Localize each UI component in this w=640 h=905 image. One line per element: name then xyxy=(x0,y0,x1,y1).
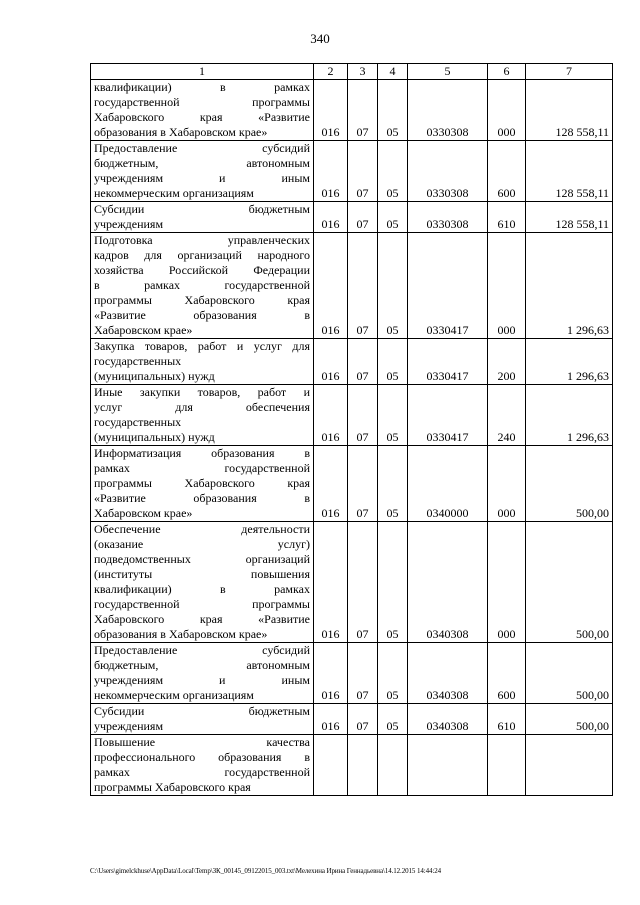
description-line: Закупка товаров, работ и услуг для xyxy=(94,339,310,353)
row-description xyxy=(91,233,314,339)
expense-type-code: 610 xyxy=(488,704,526,735)
description-line: учреждениям xyxy=(94,719,164,733)
table-row xyxy=(91,339,613,385)
table-body xyxy=(91,80,613,796)
description-line: Информатизация образования в xyxy=(94,446,310,460)
description-line: некоммерческим организациям xyxy=(94,688,254,702)
expense-type-code: 600 xyxy=(488,643,526,704)
section-code: 07 xyxy=(348,80,378,141)
expense-type-code: 000 xyxy=(488,233,526,339)
amount-value xyxy=(526,735,613,796)
column-header-6: 6 xyxy=(488,64,526,80)
expense-type-code: 200 xyxy=(488,339,526,385)
column-header-1: 1 xyxy=(91,64,314,80)
description-line: (муниципальных) нужд xyxy=(94,369,215,383)
description-line: «Развитие образования в xyxy=(94,308,310,322)
section-code: 07 xyxy=(348,522,378,643)
description-line: программы Хабаровского края xyxy=(94,476,310,490)
ministry-code: 016 xyxy=(314,202,348,233)
column-header-4: 4 xyxy=(378,64,408,80)
section-code: 07 xyxy=(348,202,378,233)
description-line: хозяйства Российской Федерации xyxy=(94,263,310,277)
row-description xyxy=(91,385,314,446)
column-header-5: 5 xyxy=(408,64,488,80)
ministry-code xyxy=(314,735,348,796)
target-article-code: 0340000 xyxy=(408,446,488,522)
description-line: в рамках государственной xyxy=(94,278,310,292)
description-line: некоммерческим организациям xyxy=(94,186,254,200)
subsection-code: 05 xyxy=(378,339,408,385)
target-article-code: 0330308 xyxy=(408,141,488,202)
target-article-code: 0330308 xyxy=(408,202,488,233)
amount-value: 128 558,11 xyxy=(526,202,613,233)
ministry-code: 016 xyxy=(314,80,348,141)
subsection-code: 05 xyxy=(378,202,408,233)
column-header-2: 2 xyxy=(314,64,348,80)
description-line: услуг для обеспечения xyxy=(94,400,310,414)
expense-type-code: 600 xyxy=(488,141,526,202)
amount-value: 500,00 xyxy=(526,522,613,643)
amount-value: 1 296,63 xyxy=(526,385,613,446)
description-line: Субсидии бюджетным xyxy=(94,202,310,216)
description-line: квалификации) в рамках xyxy=(94,80,310,94)
target-article-code: 0330417 xyxy=(408,339,488,385)
description-line: Хабаровского края «Развитие xyxy=(94,612,310,626)
section-code: 07 xyxy=(348,141,378,202)
description-line: кадров для организаций народного xyxy=(94,248,310,262)
table-row xyxy=(91,80,613,141)
description-line: Хабаровском крае» xyxy=(94,506,193,520)
row-description xyxy=(91,80,314,141)
subsection-code: 05 xyxy=(378,704,408,735)
section-code: 07 xyxy=(348,385,378,446)
description-line: учреждениям и иным xyxy=(94,673,310,687)
subsection-code: 05 xyxy=(378,233,408,339)
description-line: (институты повышения xyxy=(94,567,310,581)
subsection-code: 05 xyxy=(378,80,408,141)
table-row xyxy=(91,643,613,704)
amount-value: 500,00 xyxy=(526,704,613,735)
amount-value: 1 296,63 xyxy=(526,339,613,385)
table-row xyxy=(91,522,613,643)
ministry-code: 016 xyxy=(314,522,348,643)
amount-value: 1 296,63 xyxy=(526,233,613,339)
target-article-code: 0340308 xyxy=(408,704,488,735)
ministry-code: 016 xyxy=(314,704,348,735)
row-description xyxy=(91,735,314,796)
description-line: (муниципальных) нужд xyxy=(94,430,215,444)
description-line: программы Хабаровского края xyxy=(94,780,251,794)
row-description xyxy=(91,339,314,385)
amount-value: 128 558,11 xyxy=(526,141,613,202)
description-line: профессионального образования в xyxy=(94,750,310,764)
expense-type-code: 000 xyxy=(488,446,526,522)
description-line: образования в Хабаровском крае» xyxy=(94,125,268,139)
description-line: Иные закупки товаров, работ и xyxy=(94,385,310,399)
target-article-code: 0340308 xyxy=(408,643,488,704)
description-line: государственной программы xyxy=(94,95,310,109)
description-line: Подготовка управленческих xyxy=(94,233,310,247)
amount-value: 500,00 xyxy=(526,643,613,704)
description-line: Субсидии бюджетным xyxy=(94,704,310,718)
description-line: государственных xyxy=(94,354,182,368)
table-row xyxy=(91,233,613,339)
budget-table xyxy=(90,63,613,796)
target-article-code: 0330308 xyxy=(408,80,488,141)
expense-type-code: 610 xyxy=(488,202,526,233)
description-line: Хабаровском крае» xyxy=(94,323,193,337)
section-code: 07 xyxy=(348,233,378,339)
subsection-code: 05 xyxy=(378,643,408,704)
description-line: государственных xyxy=(94,415,182,429)
target-article-code xyxy=(408,735,488,796)
description-line: бюджетным, автономным xyxy=(94,658,310,672)
description-line: Предоставление субсидий xyxy=(94,643,310,657)
footer-file-path: C:\Users\gimelckhuse\AppData\Local\Temp\ЗК_00145_09122015_003.txt\Мелехина Ирина Геннадьевна\14.12.2015 14:44:24 xyxy=(90,867,442,875)
row-description xyxy=(91,522,314,643)
subsection-code: 05 xyxy=(378,141,408,202)
description-line: учреждениям xyxy=(94,217,164,231)
description-line: Повышение качества xyxy=(94,735,310,749)
target-article-code: 0330417 xyxy=(408,385,488,446)
ministry-code: 016 xyxy=(314,339,348,385)
target-article-code: 0330417 xyxy=(408,233,488,339)
amount-value: 500,00 xyxy=(526,446,613,522)
row-description xyxy=(91,446,314,522)
ministry-code: 016 xyxy=(314,643,348,704)
table-row xyxy=(91,141,613,202)
section-code: 07 xyxy=(348,643,378,704)
column-header-3: 3 xyxy=(348,64,378,80)
ministry-code: 016 xyxy=(314,233,348,339)
table-header-row xyxy=(91,64,613,80)
description-line: Хабаровского края «Развитие xyxy=(94,110,310,124)
description-line: рамках государственной xyxy=(94,765,310,779)
description-line: учреждениям и иным xyxy=(94,171,310,185)
expense-type-code: 000 xyxy=(488,522,526,643)
description-line: Предоставление субсидий xyxy=(94,141,310,155)
description-line: государственной программы xyxy=(94,597,310,611)
expense-type-code xyxy=(488,735,526,796)
description-line: рамках государственной xyxy=(94,461,310,475)
description-line: подведомственных организаций xyxy=(94,552,310,566)
table-row xyxy=(91,446,613,522)
target-article-code: 0340308 xyxy=(408,522,488,643)
section-code: 07 xyxy=(348,704,378,735)
table-row xyxy=(91,735,613,796)
ministry-code: 016 xyxy=(314,385,348,446)
description-line: бюджетным, автономным xyxy=(94,156,310,170)
description-line: образования в Хабаровском крае» xyxy=(94,627,268,641)
section-code xyxy=(348,735,378,796)
description-line: (оказание услуг) xyxy=(94,537,310,551)
subsection-code: 05 xyxy=(378,385,408,446)
description-line: «Развитие образования в xyxy=(94,491,310,505)
subsection-code xyxy=(378,735,408,796)
row-description xyxy=(91,643,314,704)
description-line: Обеспечение деятельности xyxy=(94,522,310,536)
subsection-code: 05 xyxy=(378,522,408,643)
description-line: квалификации) в рамках xyxy=(94,582,310,596)
section-code: 07 xyxy=(348,446,378,522)
row-description xyxy=(91,141,314,202)
table-row xyxy=(91,202,613,233)
page-number: 340 xyxy=(310,31,330,46)
ministry-code: 016 xyxy=(314,141,348,202)
row-description xyxy=(91,704,314,735)
expense-type-code: 000 xyxy=(488,80,526,141)
ministry-code: 016 xyxy=(314,446,348,522)
expense-type-code: 240 xyxy=(488,385,526,446)
column-header-7: 7 xyxy=(526,64,613,80)
description-line: программы Хабаровского края xyxy=(94,293,310,307)
table-row xyxy=(91,385,613,446)
amount-value: 128 558,11 xyxy=(526,80,613,141)
subsection-code: 05 xyxy=(378,446,408,522)
table-row xyxy=(91,704,613,735)
row-description xyxy=(91,202,314,233)
section-code: 07 xyxy=(348,339,378,385)
